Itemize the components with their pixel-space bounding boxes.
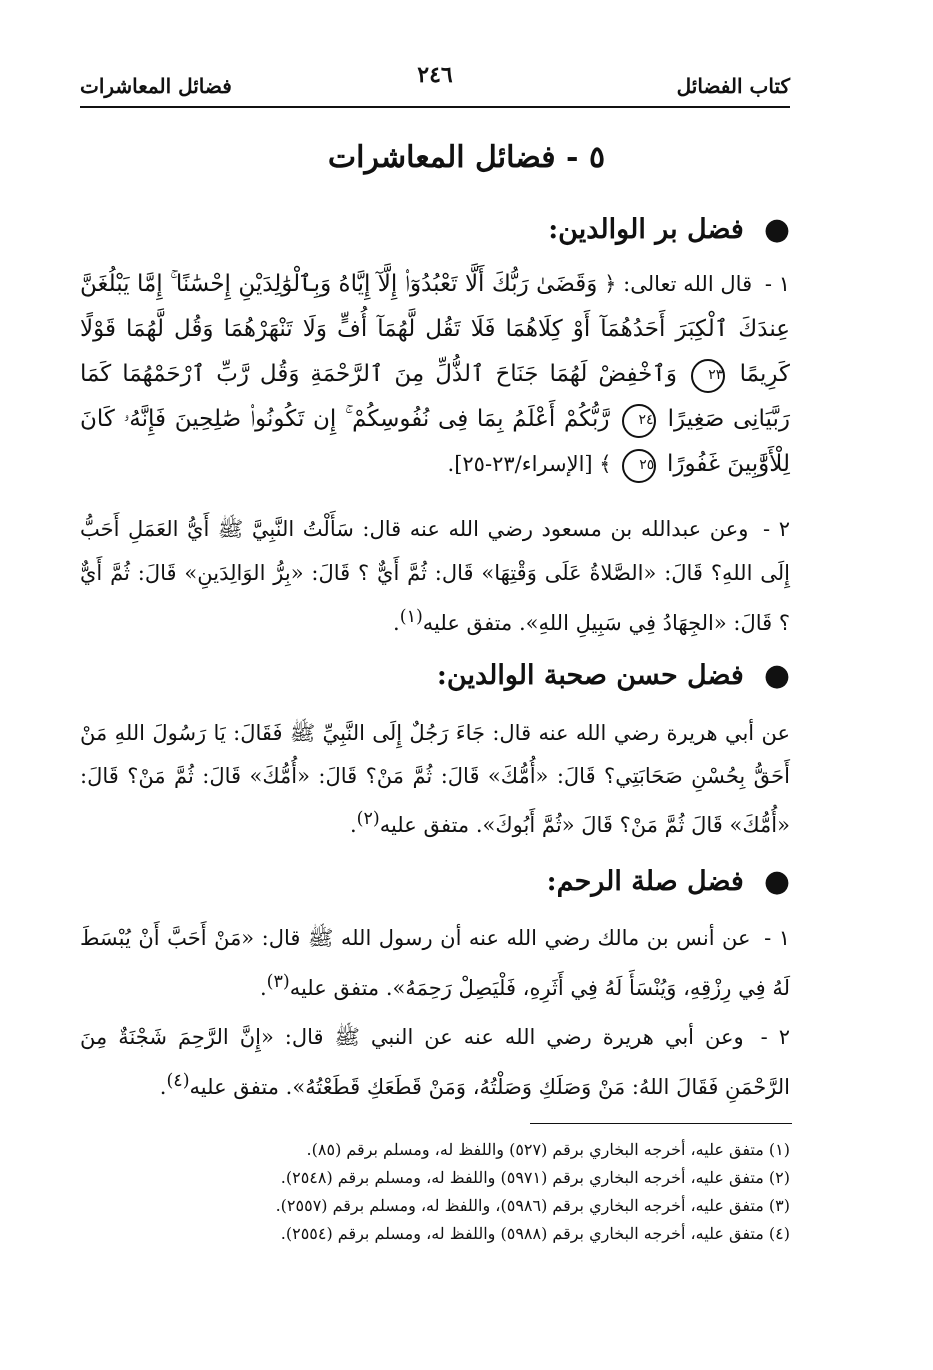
ayah-number-ornament: ٢٤ [622, 404, 656, 438]
footnote-ref: (٢) [356, 809, 380, 829]
footnote: (٤) متفق عليه، أخرجه البخاري برقم (٥٩٨٨) واللفظ له، ومسلم برقم (٢٥٥٤). [280, 1224, 790, 1243]
ayah-number-ornament: ٢٥ [622, 449, 656, 483]
hadith-text: عن أبي هريرة رضي الله عنه قال: جَاءَ رَجُلٌ إِلَى النَّبِيِّ ﷺ فَقَالَ: يَا رَسُولَ اللهِ مَنْ أَحَقُّ بِحُسْنِ صَحَابَتِي؟ قَالَ: «أُمُّكَ» قَالَ: ثُمَّ مَنْ؟ قَالَ: «أُمُّكَ» قَالَ: ثُمَّ مَنْ؟ قَالَ: «أُمُّكَ» قَالَ ثُمَّ مَنْ؟ قَالَ «ثُمَّ أَبُوكَ». متفق عليه [80, 721, 790, 837]
hadith-text: عن أنس بن مالك رضي الله عنه أن رسول الله ﷺ قال: «مَنْ أَحَبَّ أَنْ يُبْسَطَ لَهُ فِي رِزْقِهِ، وَيُنْسَأَ لَهُ فِي أَثَرِهِ، فَلْيَصِلْ رَحِمَهُ». متفق عليه [80, 926, 790, 1000]
paragraph-hadith [80, 916, 790, 1010]
section-title: فضل صلة الرحم: [546, 866, 744, 897]
ayah-number-ornament: ٢٣ [691, 359, 725, 393]
bullet-icon: ● [763, 864, 790, 899]
paragraph-hadith [80, 1015, 790, 1109]
verse-reference: ﴾ [الإسراء/٢٣-٢٥]. [447, 452, 612, 476]
paragraph-verse [80, 262, 790, 487]
footnote-divider [530, 1123, 792, 1124]
sentence-end: . [393, 611, 400, 635]
footnote-ref: (١) [399, 607, 423, 627]
header-book-title: كتاب الفضائل [676, 74, 790, 98]
footnote: (١) متفق عليه، أخرجه البخاري برقم (٥٢٧) واللفظ له، ومسلم برقم (٨٥). [306, 1140, 790, 1159]
hadith-text: وعن أبي هريرة رضي الله عنه عن النبي ﷺ قال: «إِنَّ الرَّحِمَ شَجْنَةٌ مِنَ الرَّحْمَنِ فَقَالَ اللهُ: مَنْ وَصَلَكِ وَصَلْتُهُ، وَمَنْ قَطَعَكِ قَطَعْتُهُ». متفق عليه [80, 1025, 790, 1099]
sentence-end: . [349, 813, 357, 837]
hadith-text: وعن عبدالله بن مسعود رضي الله عنه قال: سَأَلْتُ النَّبِيَّ ﷺ أَيُّ العَمَلِ أَحَبُّ إِلَى اللهِ؟ قَالَ: «الصَّلاةُ عَلَى وَقْتِهَا» قَال: ثُمَّ أَيٌّ ؟ قَالَ: «بِرُّ الوَالِدَينِ» قَالَ: ثُمَّ أَيٌّ ؟ قَالَ: «الجِهَادُ فِي سَبِيلِ اللهِ». متفق عليه [80, 517, 790, 635]
running-header [80, 62, 790, 108]
footnote-ref: (٤) [166, 1071, 190, 1091]
page-number: ٢٤٦ [417, 62, 453, 88]
footnote-ref: (٣) [266, 972, 290, 992]
chapter-title: ٥ - فضائل المعاشرات [327, 140, 606, 175]
paragraph-hadith [80, 712, 790, 847]
section-heading-parents [548, 212, 790, 247]
quran-text-2: وَٱخْفِضْ لَهُمَا جَنَاحَ ٱلذُّلِّ مِنَ ٱلرَّحْمَةِ وَقُل رَّبِّ ٱرْحَمْهُمَا كَمَا رَبَّيَانِى صَغِيرًا [80, 361, 790, 432]
footnote: (٣) متفق عليه، أخرجه البخاري برقم (٥٩٨٦)، واللفظ له، ومسلم برقم (٢٥٥٧). [275, 1196, 790, 1215]
sentence-end: . [259, 976, 267, 1000]
quran-text-3: رَّبُّكُمْ أَعْلَمُ بِمَا فِى نُفُوسِكُمْ ۚ إِن تَكُونُوا۟ صَٰلِحِينَ فَإِنَّهُۥ كَانَ لِلْأَوَّٰبِينَ غَفُورًا [80, 406, 790, 477]
sentence-end: . [159, 1075, 167, 1099]
header-chapter-title: فضائل المعاشرات [80, 74, 232, 98]
footnotes [80, 1140, 790, 1252]
item-number: ٢ - [760, 1025, 790, 1049]
paragraph-hadith [80, 507, 790, 645]
item-number: ١ - [764, 926, 790, 950]
quran-text-1: وَقَضَىٰ رَبُّكَ أَلَّا تَعْبُدُوٓا۟ إِلَّآ إِيَّاهُ وَبِٱلْوَٰلِدَيْنِ إِحْسَٰنًا ۚ إِمَّا يَبْلُغَنَّ عِندَكَ ٱلْكِبَرَ أَحَدُهُمَآ أَوْ كِلَاهُمَا فَلَا تَقُل لَّهُمَآ أُفٍّ وَلَا تَنْهَرْهُمَا وَقُل لَّهُمَا قَوْلًا كَرِيمًا [80, 271, 790, 387]
verse-intro: قال الله تعالى: ﴿ [604, 272, 753, 296]
bullet-icon: ● [763, 212, 790, 247]
section-title: فضل بر الوالدين: [548, 214, 744, 245]
section-heading-companionship [437, 658, 790, 693]
footnote: (٢) متفق عليه، أخرجه البخاري برقم (٥٩٧١) واللفظ له، ومسلم برقم (٢٥٤٨). [280, 1168, 790, 1187]
section-heading-kinship [547, 864, 790, 899]
bullet-icon: ● [763, 658, 790, 693]
item-number: ٢ - [763, 517, 790, 541]
item-number: ١ - [764, 272, 790, 296]
section-title: فضل حسن صحبة الوالدين: [436, 660, 744, 691]
